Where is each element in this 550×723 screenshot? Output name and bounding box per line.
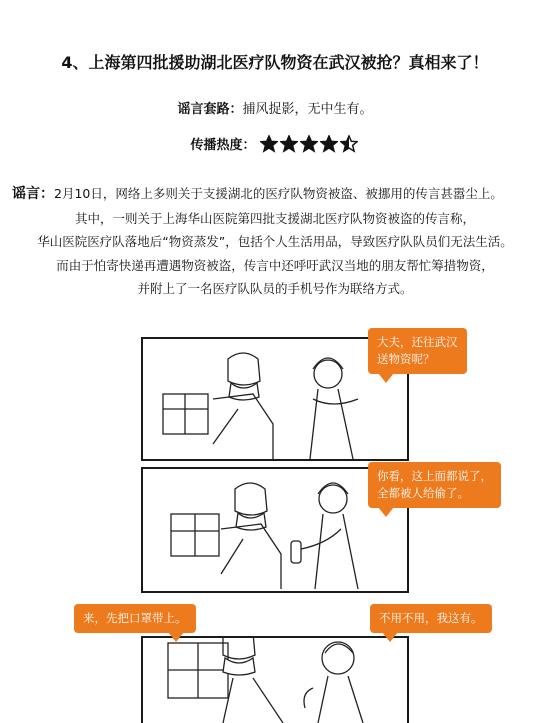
routine-value: 捕风捉影，无中生有。: [242, 102, 373, 117]
panel-illustration: [143, 638, 407, 723]
speech-bubble: [368, 462, 501, 508]
star-icon: [260, 135, 278, 153]
star-icon: [280, 135, 298, 153]
rumor-routine: [0, 98, 550, 117]
rumor-line: 其中，一则关于上海华山医院第四批支援湖北医疗队物资被盗的传言称，: [74, 210, 475, 226]
spread-heat: [0, 134, 550, 157]
bubble-line: 来，先把口罩带上。: [83, 611, 187, 625]
star-icon: [340, 135, 358, 153]
rumor-line: 并附上了一名医疗队队员的手机号作为联络方式。: [137, 281, 413, 296]
speech-bubble: [74, 604, 196, 633]
comic-panel-3: [141, 636, 409, 723]
rumor-line: 华山医院医疗队落地后“物资蒸发”，包括个人生活用品，导致医疗队队员们无法生活。: [37, 234, 513, 249]
rumor-line-text: 2月10日，网络上多则关于支援湖北的医疗队物资被盗、被挪用的传言甚嚣尘上。: [54, 186, 503, 201]
bubble-line: 送物资呢？: [377, 352, 435, 366]
rumor-line: 而由于怕寄快递再遭遇物资被盗，传言中还呼吁武汉当地的朋友帮忙筹措物资，: [56, 257, 494, 273]
bubble-line: 你看，这上面都说了，: [377, 469, 492, 483]
bubble-line: 全都被人给偷了。: [377, 486, 469, 500]
rumor-text: [0, 182, 550, 301]
rumor-lead: 谣言：: [12, 186, 54, 202]
heat-label: 传播热度：: [190, 138, 256, 153]
page-title: 4、上海第四批援助湖北医疗队物资在武汉被抢？真相来了！: [61, 53, 489, 72]
speech-bubble: [368, 328, 467, 374]
routine-label: 谣言套路：: [177, 102, 243, 117]
bubble-line: 不用不用，我这有。: [379, 611, 483, 625]
heat-stars: [260, 135, 360, 157]
rumor-line: [0, 182, 550, 207]
bubble-line: 大夫，还往武汉: [377, 335, 458, 349]
star-icon: [300, 135, 318, 153]
star-icon: [320, 135, 338, 153]
speech-bubble: [370, 604, 492, 633]
